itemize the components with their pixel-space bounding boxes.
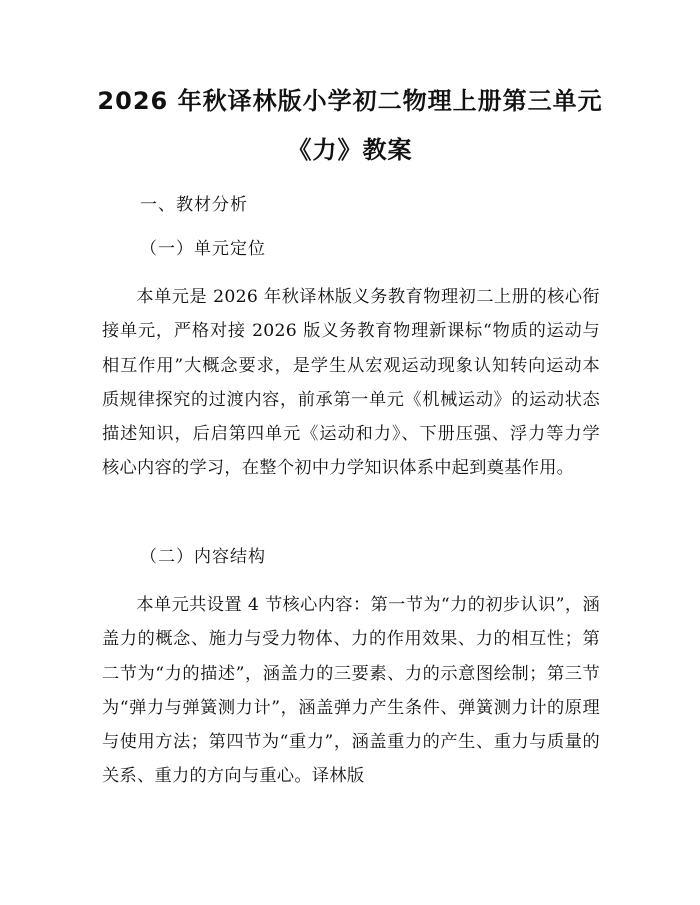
section-heading-textbook-analysis: 一、教材分析 <box>140 195 248 215</box>
paragraph-unit-positioning: 本单元是 2026 年秋译林版义务教育物理初二上册的核心衔接单元，严格对接 2026 版义务教育物理新课标“物质的运动与相互作用”大概念要求，是学生从宏观运动现象认知转向运动本质规律探究的过渡内容，前承第一单元《机械运动》的运动状态描述知识，后启第四单元《运动和力》、下册压强、浮力等力学核心内容的学习，在整个初中力学知识体系中起到奠基作用。 <box>102 287 600 479</box>
document-title-line-2: 《力》教案 <box>287 136 413 164</box>
paragraph-content-structure: 本单元共设置 4 节核心内容：第一节为“力的初步认识”，涵盖力的概念、施力与受力物体、力的作用效果、力的相互性；第二节为“力的描述”，涵盖力的三要素、力的示意图绘制；第三节为“弹力与弹簧测力计”，涵盖弹力产生条件、弹簧测力计的原理与使用方法；第四节为“重力”，涵盖重力的产生、重力与质量的关系、重力的方向与重心。译林版 <box>102 595 600 787</box>
subsection-heading-content-structure: （二）内容结构 <box>140 547 266 567</box>
subsection-heading-unit-positioning: （一）单元定位 <box>140 239 266 259</box>
document-title-line-1: 2026 年秋译林版小学初二物理上册第三单元 <box>97 87 603 115</box>
